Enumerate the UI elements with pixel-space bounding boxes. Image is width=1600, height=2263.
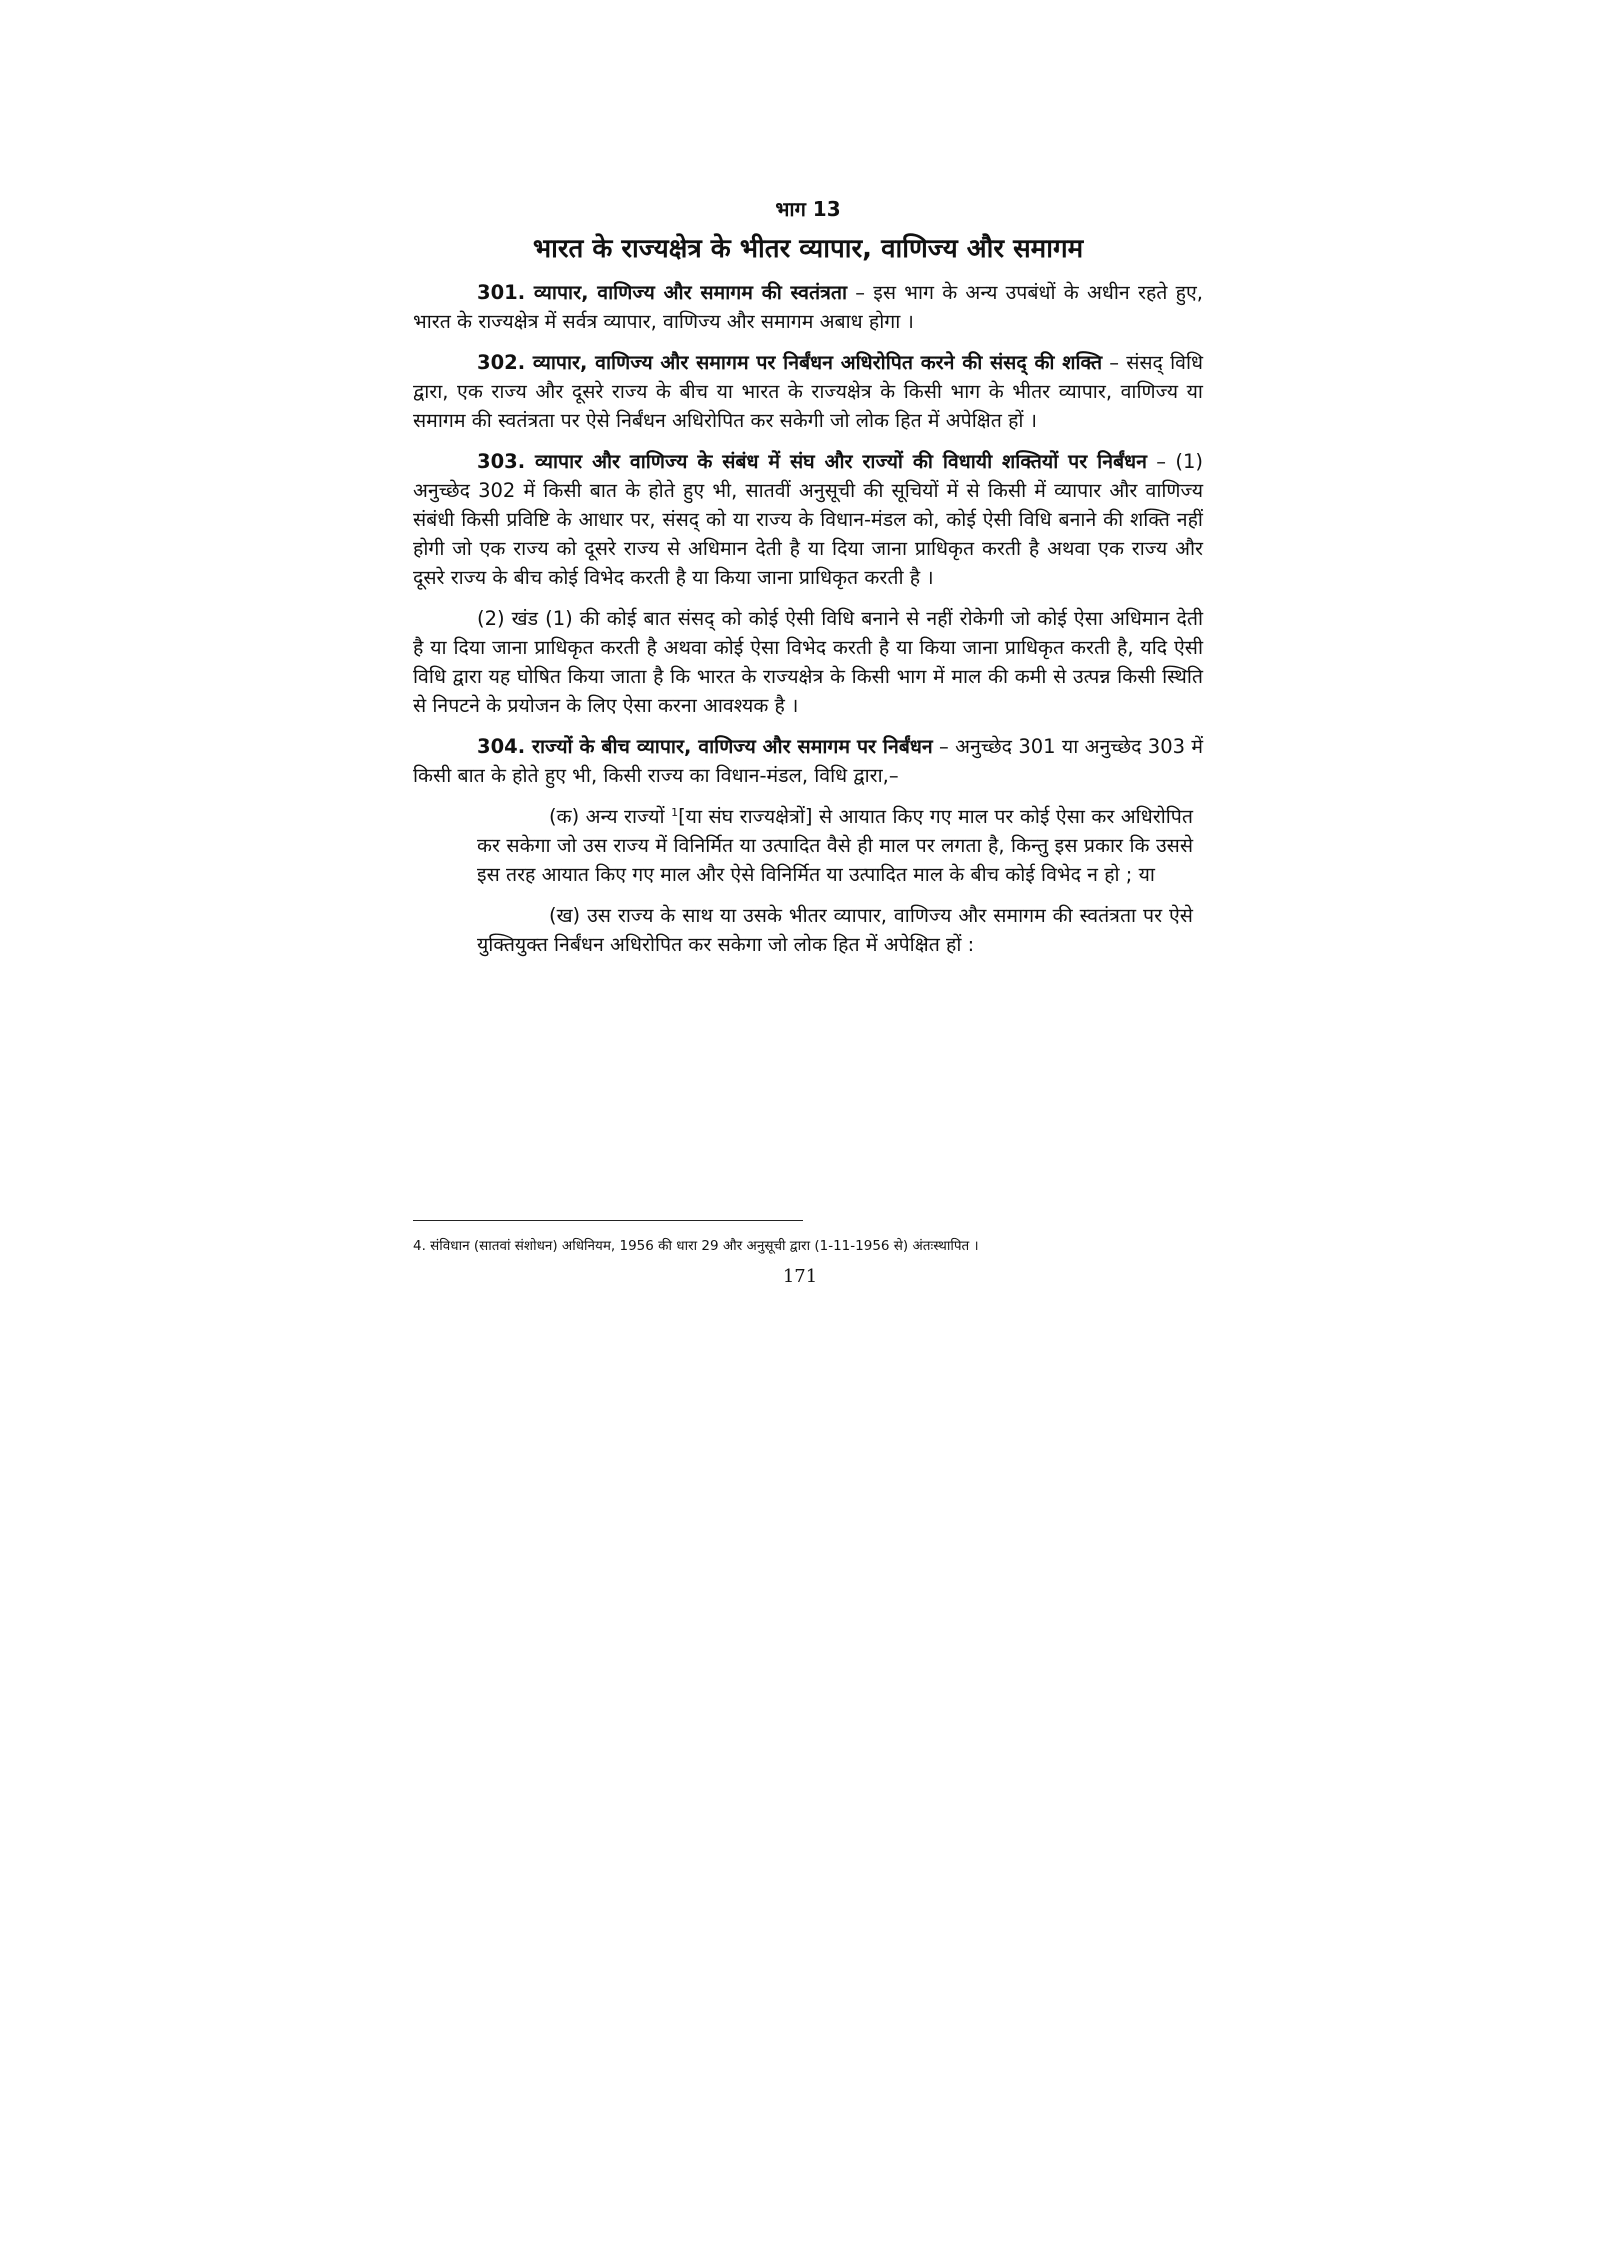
- article-302-heading: 302. व्यापार, वाणिज्य और समागम पर निर्बंधन अधिरोपित करने की संसद् की शक्ति: [477, 351, 1103, 374]
- article-303-heading: 303. व्यापार और वाणिज्य के संबंध में संघ और राज्यों की विधायी शक्तियों पर निर्बंधन: [477, 450, 1147, 473]
- page-number: 171: [782, 1266, 818, 1287]
- article-302: [413, 348, 1203, 435]
- article-304-heading: 304. राज्यों के बीच व्यापार, वाणिज्य और समागम पर निर्बंधन: [477, 735, 933, 758]
- article-301: [413, 278, 1203, 336]
- article-304-clause-b: [413, 901, 1203, 959]
- article-303-clause-2: [413, 604, 1203, 720]
- article-303: [413, 447, 1203, 592]
- part-label: भाग 13: [775, 197, 841, 221]
- article-303-clause-2-text: (2) खंड (1) की कोई बात संसद् को कोई ऐसी विधि बनाने से नहीं रोकेगी जो कोई ऐसा अधिमान देती है या दिया जाना प्राधिकृत करती है अथवा कोई ऐसा विभेद करती है या किया जाना प्राधिकृत करती है, यदि ऐसी विधि द्वारा यह घोषित किया जाता है कि भारत के राज्यक्षेत्र के किसी भाग में माल की कमी से उत्पन्न किसी स्थिति से निपटने के प्रयोजन के लिए ऐसा करना आवश्यक है ।: [413, 607, 1203, 717]
- article-304: [413, 732, 1203, 790]
- document-page: [413, 196, 1203, 971]
- article-301-heading: 301. व्यापार, वाणिज्य और समागम की स्वतंत्रता: [477, 281, 848, 304]
- footnote: 4. संविधान (सातवां संशोधन) अधिनियम, 1956 की धारा 29 और अनुसूची द्वारा (1-11-1956 से) अंतःस्थापित ।: [413, 1238, 979, 1254]
- footnote-marker: 1: [671, 806, 679, 819]
- footnote-divider: [413, 1220, 803, 1221]
- clause-a-text-pre: (क) अन्य राज्यों: [549, 805, 672, 828]
- clause-b-text: (ख) उस राज्य के साथ या उसके भीतर व्यापार, वाणिज्य और समागम की स्वतंत्रता पर ऐसे युक्तियुक्त निर्बंधन अधिरोपित कर सकेगा जो लोक हित में अपेक्षित हों :: [477, 904, 1193, 956]
- part-title: भारत के राज्यक्षेत्र के भीतर व्यापार, वाणिज्य और समागम: [532, 234, 1084, 264]
- article-304-clause-a: [413, 802, 1203, 889]
- article-302-text: – संसद् विधि द्वारा, एक राज्य और दूसरे राज्य के बीच या भारत के राज्यक्षेत्र के किसी भाग के भीतर व्यापार, वाणिज्य या समागम की स्वतंत्रता पर ऐसे निर्बंधन अधिरोपित कर सकेगी जो लोक हित में अपेक्षित हों ।: [413, 351, 1204, 432]
- clause-a-text-post: [या संघ राज्यक्षेत्रों] से आयात किए गए माल पर कोई ऐसा कर अधिरोपित कर सकेगा जो उस राज्य में विनिर्मित या उत्पादित वैसे ही माल पर लगता है, किन्तु इस प्रकार कि उससे इस तरह आयात किए गए माल और ऐसे विनिर्मित या उत्पादित माल के बीच कोई विभेद न हो ; या: [477, 805, 1193, 886]
- article-301-text: – इस भाग के अन्य उपबंधों के अधीन रहते हुए, भारत के राज्यक्षेत्र में सर्वत्र व्यापार, वाणिज्य और समागम अबाध होगा ।: [413, 281, 1203, 333]
- article-303-text: – (1) अनुच्छेद 302 में किसी बात के होते हुए भी, सातवीं अनुसूची की सूचियों में से किसी में व्यापार और वाणिज्य संबंधी किसी प्रविष्टि के आधार पर, संसद् को या राज्य के विधान-मंडल को, कोई ऐसी विधि बनाने की शक्ति नहीं होगी जो एक राज्य को दूसरे राज्य से अधिमान देती है या दिया जाना प्राधिकृत करती है अथवा एक राज्य और दूसरे राज्य के बीच कोई विभेद करती है या किया जाना प्राधिकृत करती है ।: [413, 450, 1203, 589]
- article-304-text: – अनुच्छेद 301 या अनुच्छेद 303 में किसी बात के होते हुए भी, किसी राज्य का विधान-मंडल, विधि द्वारा,–: [413, 735, 1203, 787]
